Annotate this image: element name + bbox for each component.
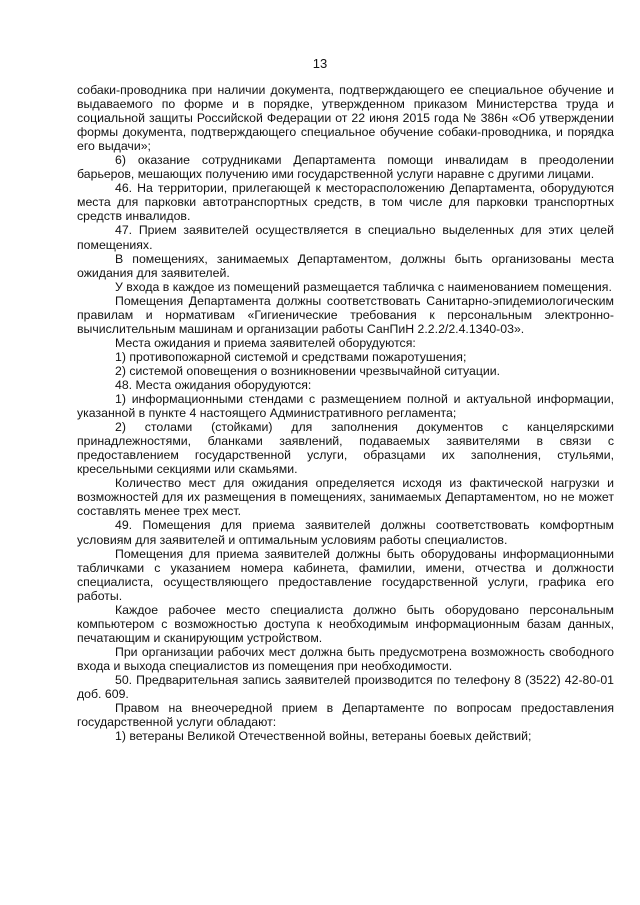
paragraph: Правом на внеочередной прием в Департаменте по вопросам предоставления государственной услуги обладают: bbox=[77, 701, 614, 730]
paragraph: Места ожидания и приема заявителей оборудуются: bbox=[115, 335, 416, 350]
paragraph: При организации рабочих мест должна быть предусмотрена возможность свободного входа и выхода специалистов из помещения при необходимости. bbox=[77, 644, 614, 673]
page-number: 13 bbox=[312, 56, 328, 71]
paragraph: Каждое рабочее место специалиста должно быть оборудовано персональным компьютером с возможностью доступа к необходимым информационным базам данных, печатающим и сканирующим устройством. bbox=[77, 602, 614, 645]
paragraph: 50. Предварительная запись заявителей производится по телефону 8 (3522) 42-80-01 доб. 609. bbox=[77, 672, 614, 702]
paragraph: У входа в каждое из помещений размещается табличка с наименованием помещения. bbox=[115, 279, 612, 294]
paragraph: собаки-проводника при наличии документа, подтверждающего ее специальное обучение и выдаваемого по форме и в порядке, утвержденном приказом Министерства труда и социальной защиты Российской Федерации от 22 июня 2015 года № 386н «Об утверждении формы документа, подтверждающего специальное обучение собаки-проводника, и порядка его выдачи»; bbox=[77, 83, 614, 154]
page-body bbox=[77, 83, 614, 743]
paragraph: В помещениях, занимаемых Департаментом, должны быть организованы места ожидания для заявителей. bbox=[77, 251, 614, 280]
paragraph: 2) системой оповещения о возникновении чрезвычайной ситуации. bbox=[115, 363, 501, 378]
paragraph: 48. Места ожидания оборудуются: bbox=[115, 377, 312, 392]
paragraph: 1) информационными стендами с размещением полной и актуальной информации, указанной в пункте 4 настоящего Административного регламента; bbox=[77, 392, 614, 421]
paragraph: 1) ветераны Великой Отечественной войны, ветераны боевых действий; bbox=[115, 729, 532, 744]
paragraph: 46. На территории, прилегающей к месторасположению Департамента, оборудуются места для парковки автотранспортных средств, в том числе для парковки транспортных средств инвалидов. bbox=[77, 181, 614, 224]
paragraph: Помещения Департамента должны соответствовать Санитарно-эпидемиологическим правилам и нормативам «Гигиенические требования к персональным электронно-вычислительным машинам и организации работы СанПиН 2.2.2/2.4.1340-03». bbox=[77, 293, 614, 336]
paragraph: Помещения для приема заявителей должны быть оборудованы информационными табличками с указанием номера кабинета, фамилии, имени, отчества и должности специалиста, осуществляющего предоставление государственной услуги, графика его работы. bbox=[77, 546, 614, 603]
paragraph: 1) противопожарной системой и средствами пожаротушения; bbox=[115, 349, 467, 364]
paragraph: 49. Помещения для приема заявителей должны соответствовать комфортным условиям для заявителей и оптимальным условиям работы специалистов. bbox=[77, 518, 614, 547]
paragraph: 6) оказание сотрудниками Департамента помощи инвалидам в преодолении барьеров, мешающих получению ими государственной услуги наравне с другими лицами. bbox=[77, 153, 614, 182]
paragraph: 47. Прием заявителей осуществляется в специально выделенных для этих целей помещениях. bbox=[77, 223, 614, 252]
paragraph: Количество мест для ожидания определяется исходя из фактической нагрузки и возможностей для их размещения в помещениях, занимаемых Департаментом, но не может составлять менее трех мест. bbox=[77, 476, 614, 519]
paragraph: 2) столами (стойками) для заполнения документов с канцелярскими принадлежностями, бланками заявлений, подаваемых заявителями в связи с предоставлением государственной услуги, образцами их заполнения, стульями, кресельными секциями или скамьями. bbox=[77, 420, 614, 477]
